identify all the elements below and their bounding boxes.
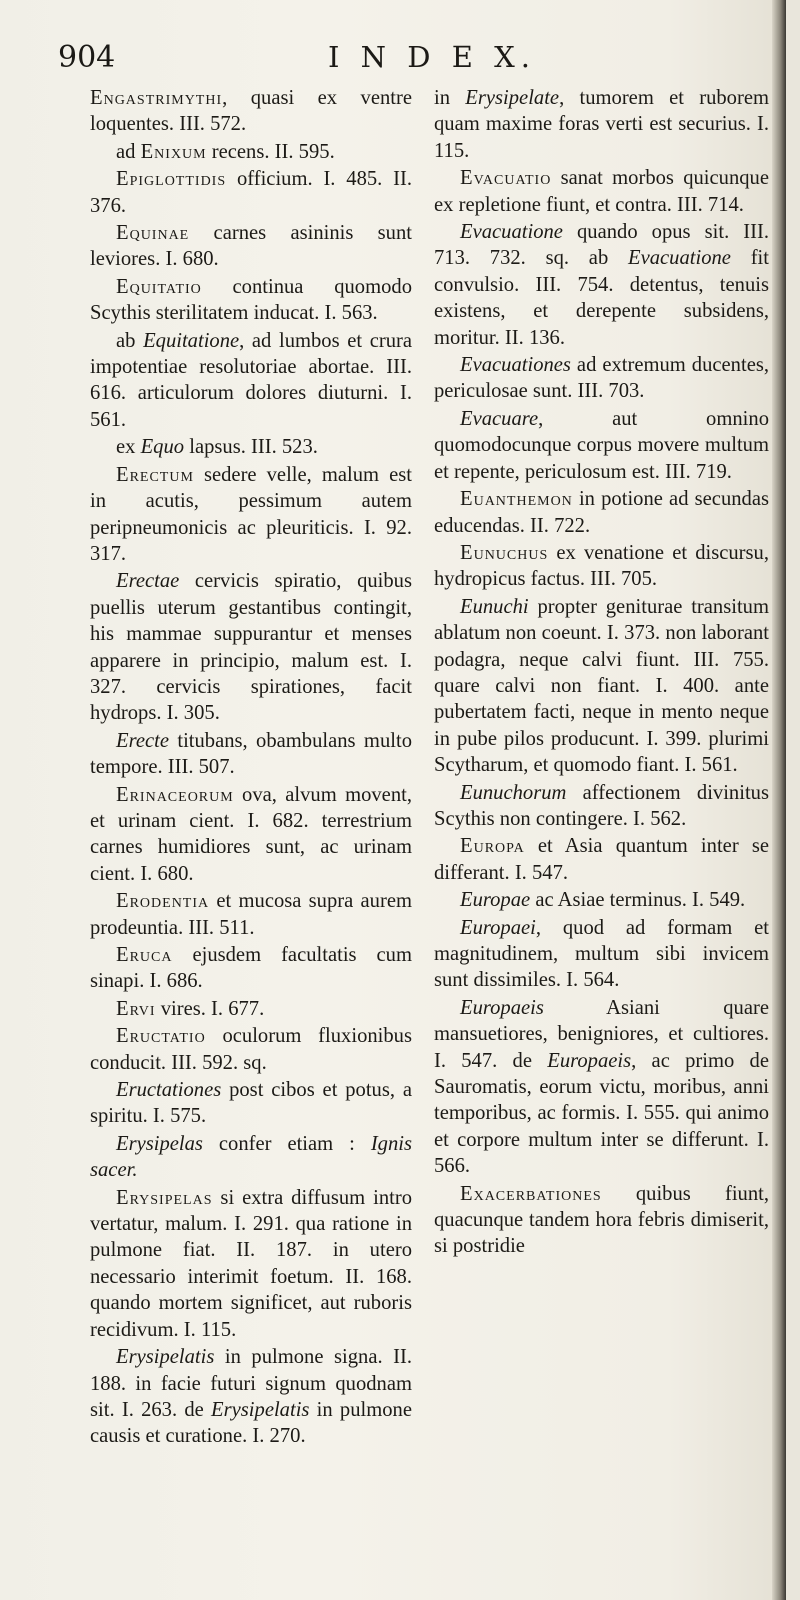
entry-lead: ab — [116, 329, 144, 352]
entry-text: , quod ad formam et magnitudinem, multum sibi invicem sunt dissimiles. I. 564. — [434, 916, 769, 992]
index-entry — [434, 352, 769, 405]
page-edge-shadow — [772, 0, 786, 1600]
index-entry — [434, 406, 769, 485]
index-entry — [90, 942, 412, 995]
index-entry — [434, 85, 769, 164]
index-entry — [434, 780, 769, 833]
running-title: I N D E X. — [328, 40, 536, 74]
index-entry — [90, 996, 412, 1022]
entry-text: titubans, obambulans multo tempore. III. 507. — [90, 729, 412, 779]
index-entry — [434, 887, 769, 913]
index-entry — [90, 462, 412, 568]
index-entry — [90, 220, 412, 273]
entry-lemma: Epiglottidis — [116, 168, 227, 191]
entry-lemma: Equinae — [116, 222, 190, 245]
entry-lead: ad — [116, 140, 141, 163]
index-entry — [90, 1344, 412, 1450]
entry-text: officium. I. 485. II. 376. — [90, 168, 412, 217]
index-entry — [434, 995, 769, 1180]
entry-lemma: Euanthemon — [460, 488, 573, 511]
entry-lead: in — [434, 87, 466, 109]
index-entry — [434, 219, 769, 351]
index-entry — [434, 594, 769, 779]
entry-ref-italic: Europaeis — [547, 1049, 632, 1072]
entry-ref-italic: Evacuatione — [628, 247, 731, 270]
entry-lemma: Ervi — [116, 997, 156, 1020]
entry-lemma: Europaei — [460, 916, 536, 939]
entry-text: et Asia quantum inter se differant. I. 547. — [434, 835, 769, 884]
entry-text: , quasi ex ventre loquentes. III. 572. — [90, 87, 412, 136]
entry-lemma: Eunuchus — [460, 541, 549, 564]
entry-lemma: Eunuchorum — [460, 781, 567, 804]
entry-lemma: Exacerbationes — [460, 1182, 602, 1205]
entry-text: post cibos et potus, a spiritu. I. 575. — [90, 1079, 412, 1128]
page-number: 904 — [58, 40, 116, 75]
index-entry — [90, 166, 412, 219]
entry-text: vires. I. 677. — [155, 997, 265, 1020]
entry-lemma: Erysipelate — [465, 87, 560, 109]
entry-lemma: Erinaceorum — [116, 783, 234, 806]
entry-lemma: Evacuatio — [460, 167, 552, 190]
entry-lemma: Erectae — [116, 570, 180, 593]
entry-text: in potione ad secundas educendas. II. 722. — [434, 488, 769, 537]
index-entry — [90, 434, 412, 460]
entry-text: ejusdem facultatis cum sinapi. I. 686. — [90, 944, 412, 993]
entry-text: quibus fiunt, quacunque tandem hora febris dimiserit, si postridie — [434, 1182, 769, 1258]
entry-lemma: Engastrimythi — [90, 87, 223, 109]
entry-text: Asiani quare mansuetiores, benigniores, et cultiores. I. 547. de — [434, 996, 769, 1072]
entry-text: si extra diffusum intro vertatur, malum. I. 291. qua ratione in pulmone fiat. II. 187. in utero necessario interimit foetum. II. 168. quando mortem significet, aut ruboris recidivum. I. 115. — [90, 1186, 412, 1341]
entry-lemma: Erodentia — [116, 890, 210, 913]
entry-text: ova, alvum movent, et urinam cient. I. 682. terrestrium carnes humidiores sunt, ac urinam cient. I. 680. — [90, 783, 412, 885]
entry-lemma: Erysipelas — [116, 1186, 213, 1209]
entry-lemma: Equo — [140, 436, 185, 459]
entry-text: confer etiam : — [202, 1132, 371, 1155]
entry-lemma: Erectum — [116, 463, 194, 486]
index-entry — [434, 915, 769, 994]
index-entry — [90, 782, 412, 888]
entry-text: in pulmone signa. II. 188. in facie futuri signum quodnam sit. I. 263. de — [90, 1346, 412, 1421]
index-entry — [90, 274, 412, 327]
entry-lemma: Erysipelatis — [116, 1346, 215, 1369]
entry-text: sanat morbos quicunque ex repletione fiunt, et contra. III. 714. — [434, 167, 769, 216]
index-entry — [90, 139, 412, 165]
entry-text: , tumorem et ruborem quam maxime foras verti est securius. I. 115. — [434, 87, 769, 162]
entry-ref-italic: Ignis sacer. — [90, 1132, 412, 1182]
entry-text: et mucosa supra aurem prodeuntia. III. 511. — [90, 890, 412, 939]
entry-text: lapsus. III. 523. — [184, 436, 318, 459]
entry-text: ex venatione et discursu, hydropicus factus. III. 705. — [434, 541, 769, 591]
left-column — [90, 85, 412, 1451]
entry-text: affectionem divinitus Scythis non contingere. I. 562. — [434, 781, 769, 830]
index-entry — [434, 1181, 769, 1260]
index-entry — [90, 328, 412, 434]
entry-text-tail: in pulmone causis et curatione. I. 270. — [90, 1398, 412, 1448]
entry-text: ac Asiae terminus. I. 549. — [530, 889, 746, 912]
entry-lemma: Eructationes — [116, 1079, 222, 1102]
index-entry — [90, 568, 412, 726]
index-entry — [434, 833, 769, 886]
entry-text: ad extremum ducentes, periculosae sunt. III. 703. — [434, 354, 769, 403]
entry-lead: ex — [116, 436, 141, 459]
index-entry — [90, 728, 412, 781]
entry-lemma: Europaeis — [460, 996, 544, 1019]
entry-text: quando opus sit. III. 713. 732. sq. ab — [434, 221, 769, 270]
entry-text-tail: , ac primo de Sauromatis, eorum victu, moribus, anni temporibus, ac formis. I. 555. qui animo et corpore multum inter se differunt. I. 566. — [434, 1049, 769, 1178]
index-entry — [434, 540, 769, 593]
entry-lemma: Europa — [460, 835, 525, 858]
entry-text-tail: fit convulsio. III. 754. detentus, tenuis existens, et derepente subsidens, moritur. II. 136. — [434, 247, 769, 349]
entry-lemma: Eructatio — [116, 1025, 206, 1048]
entry-lemma: Eruca — [116, 944, 173, 966]
entry-text: sedere velle, malum est in acutis, pessimum autem peripneumonicis ac pleuriticis. I. 92. 317. — [90, 463, 412, 565]
index-entry — [90, 1023, 412, 1076]
right-column — [434, 85, 769, 1261]
index-entry — [90, 1077, 412, 1130]
index-entry — [90, 1131, 412, 1184]
entry-lemma: Eunuchi — [460, 595, 529, 618]
entry-text: continua quomodo Scythis sterilitatem inducat. I. 563. — [90, 275, 412, 325]
entry-lemma: Equitatione — [143, 329, 240, 352]
index-entry — [434, 165, 769, 218]
entry-text: , aut omnino quomodocunque corpus movere multum et repente, periculosum est. III. 719. — [434, 407, 769, 483]
entry-lemma: Evacuationes — [460, 354, 571, 377]
entry-lemma: Erysipelas — [116, 1132, 203, 1155]
entry-lemma: Europae — [460, 889, 531, 912]
entry-lemma: Erecte — [116, 729, 169, 752]
entry-text: carnes asininis sunt leviores. I. 680. — [90, 222, 412, 271]
entry-text: cervicis spiratio, quibus puellis uterum gestantibus contingit, his mammae suppurantur et menses apparere in principio, malum est. I. 327. cervicis spirationes, facit hydrops. I. 305. — [90, 570, 412, 725]
entry-lemma: Equitatio — [116, 275, 202, 298]
page-header — [58, 40, 738, 80]
index-entry — [90, 888, 412, 941]
entry-lemma: Enixum — [140, 140, 207, 163]
entry-lemma: Evacuare — [460, 407, 539, 430]
entry-lemma: Evacuatione — [460, 221, 563, 244]
index-entry — [90, 1185, 412, 1343]
index-entry — [90, 85, 412, 138]
entry-text: oculorum fluxionibus conducit. III. 592. sq. — [90, 1025, 412, 1074]
entry-text: , ad lumbos et crura impotentiae resolutoriae abortae. III. 616. articulorum dolores diuturni. I. 561. — [90, 329, 412, 431]
entry-ref-italic: Erysipelatis — [211, 1398, 310, 1421]
entry-text: propter geniturae transitum ablatum non coeunt. I. 373. non laborant podagra, neque calvi fiunt. III. 755. quare calvi non fiant. I. 400. ante pubertatem facti, neque in mento neque in pube pilos producunt. I. 399. plurimi Scytharum, et quomodo fiant. I. 561. — [434, 595, 769, 777]
index-entry — [434, 486, 769, 539]
entry-text: recens. II. 595. — [206, 140, 335, 163]
